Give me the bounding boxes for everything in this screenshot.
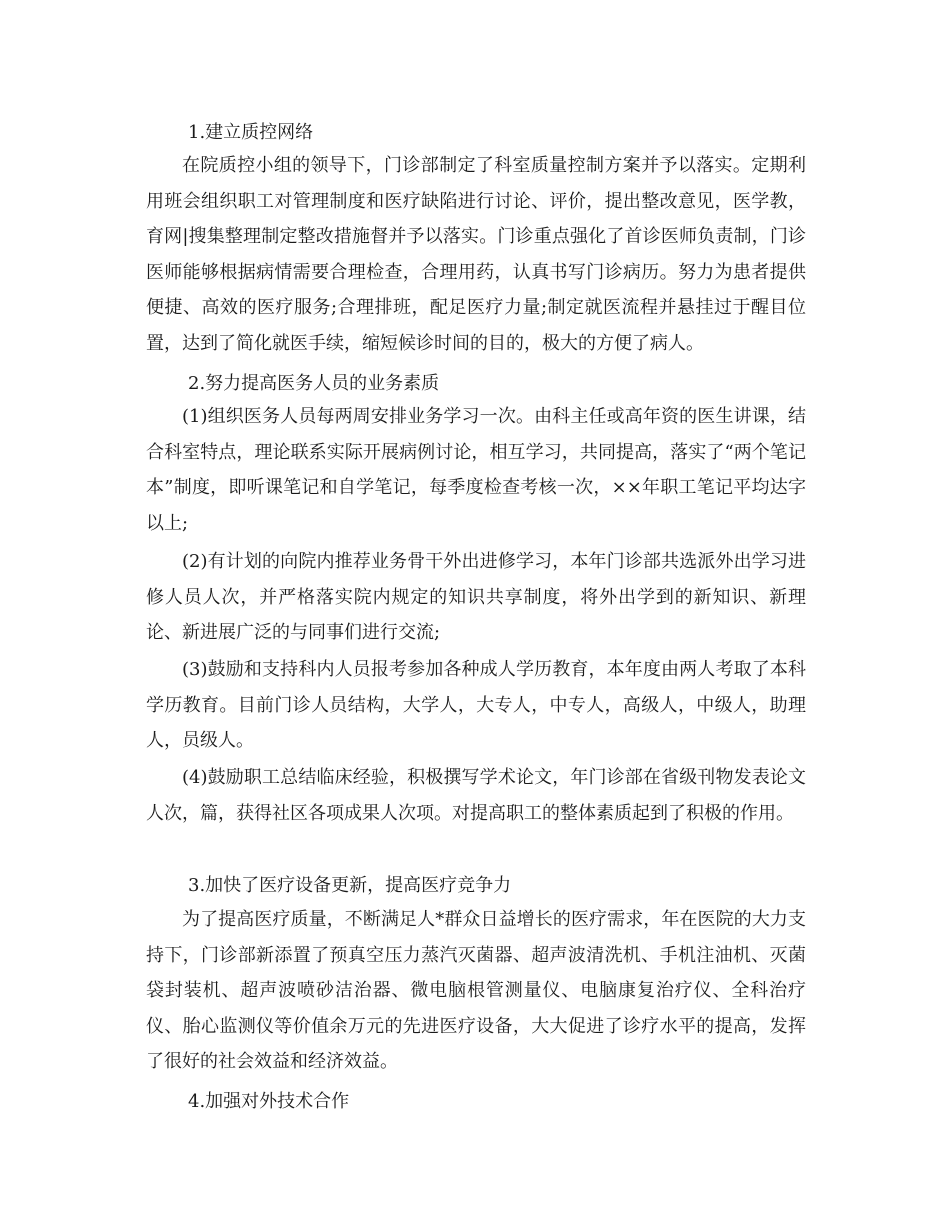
section-4-heading: 4.加强对外技术合作	[188, 1091, 350, 1112]
section-1-paragraph: 在院质控小组的领导下，门诊部制定了科室质量控制方案并予以落实。定期利用班会组织职工对管理制度和医疗缺陷进行讨论、评价，提出整改意见，医学教，育网|搜集整理制定整改措施督并予以落实。门诊重点强化了首诊医师负责制，门诊医师能够根据病情需要合理检查，合理用药，认真书写门诊病历。努力为患者提供便捷、高效的医疗服务;合理排班，配足医疗力量;制定就医流程并悬挂过于醒目位置，达到了简化就医手续，缩短候诊时间的目的，极大的方便了病人。	[146, 155, 806, 354]
section-2-item-3: (3)鼓励和支持科内人员报考参加各种成人学历教育，本年度由两人考取了本科学历教育。目前门诊人员结构，大学人，大专人，中专人，高级人，中级人，助理人，员级人。	[146, 659, 806, 752]
section-3-paragraph: 为了提高医疗质量，不断满足人*群众日益增长的医疗需求，年在医院的大力支持下，门诊部新添置了预真空压力蒸汽灭菌器、超声波清洗机、手机注油机、灭菌袋封装机、超声波喷砂洁治器、微电脑根管测量仪、电脑康复治疗仪、全科治疗仪、胎心监测仪等价值余万元的先进医疗设备，大大促进了诊疗水平的提高，发挥了很好的社会效益和经济效益。	[146, 909, 806, 1073]
section-2-heading: 2.努力提高医务人员的业务素质	[188, 373, 440, 394]
section-2-item-2: (2)有计划的向院内推荐业务骨干外出进修学习，本年门诊部共选派外出学习进修人员人次，并严格落实院内规定的知识共享制度，将外出学到的新知识、新理论、新进展广泛的与同事们进行交流;	[146, 551, 806, 644]
section-3-heading: 3.加快了医疗设备更新，提高医疗竞争力	[188, 875, 512, 896]
section-1-heading: 1.建立质控网络	[188, 122, 314, 143]
section-2-item-1: (1)组织医务人员每两周安排业务学习一次。由科主任或高年资的医生讲课，结合科室特点，理论联系实际开展病例讨论，相互学习，共同提高，落实了“两个笔记本”制度，即听课笔记和自学笔记，每季度检查考核一次，××年职工笔记平均达字以上;	[146, 406, 806, 534]
section-2-item-4: (4)鼓励职工总结临床经验，积极撰写学术论文，年门诊部在省级刊物发表论文人次，篇，获得社区各项成果人次项。对提高职工的整体素质起到了积极的作用。	[146, 767, 806, 824]
